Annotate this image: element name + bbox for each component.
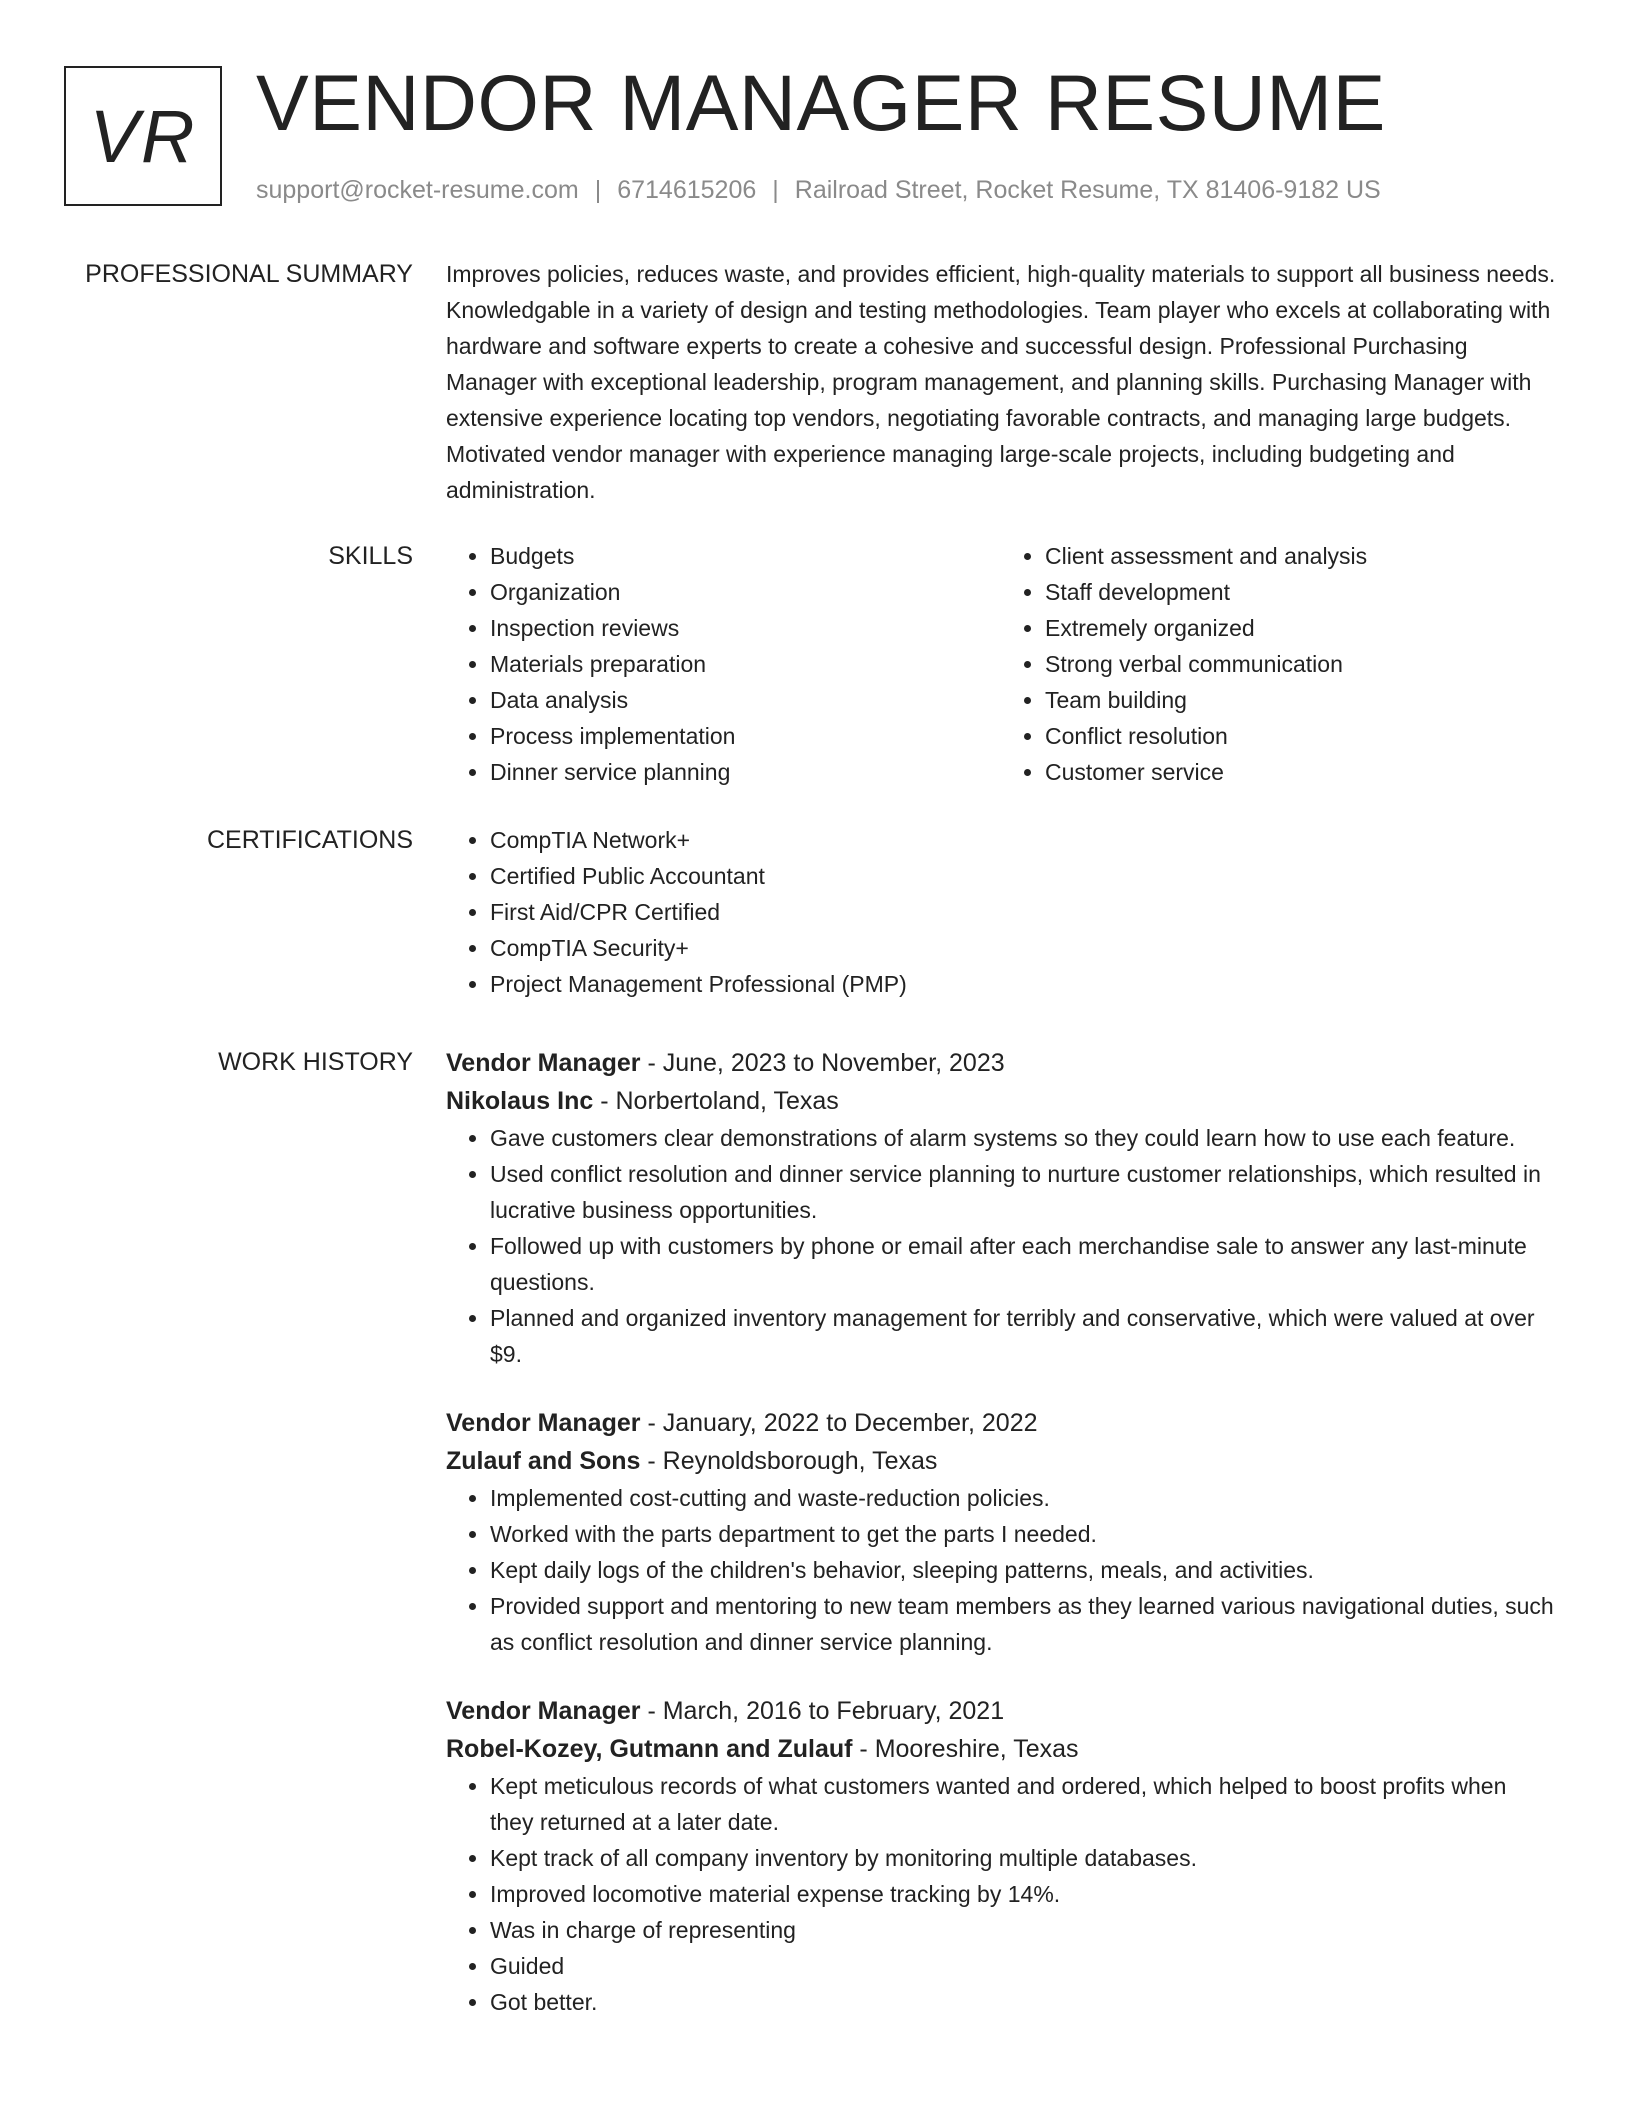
skill-item: • Client assessment and analysis xyxy=(1045,538,1556,574)
job-company: Robel-Kozey, Gutmann and Zulauf xyxy=(446,1735,853,1763)
job-title-line xyxy=(446,1404,1556,1442)
job-bullet: • Followed up with customers by phone or email after each merchandise sale to answer any last-minute questions. xyxy=(490,1228,1556,1300)
work-history-body xyxy=(446,1044,1556,2020)
skill-item: • Inspection reviews xyxy=(490,610,1001,646)
job-bullet: • Was in charge of representing xyxy=(490,1912,1556,1948)
job-bullets xyxy=(446,1120,1556,1372)
skill-item: • Dinner service planning xyxy=(490,754,1001,790)
job-bullet: • Kept track of all company inventory by monitoring multiple databases. xyxy=(490,1840,1556,1876)
job-dates: - June, 2023 to November, 2023 xyxy=(640,1049,1005,1077)
contact-line xyxy=(256,174,1381,206)
job-location: - Reynoldsborough, Texas xyxy=(640,1447,938,1475)
section-label: SKILLS xyxy=(328,542,413,570)
job-bullet: • Kept daily logs of the children's behavior, sleeping patterns, meals, and activities. xyxy=(490,1552,1556,1588)
certification-item: • First Aid/CPR Certified xyxy=(490,894,1556,930)
job-company-line xyxy=(446,1082,1556,1120)
monogram-logo: VR xyxy=(64,66,222,206)
skills-list-right xyxy=(1001,538,1556,790)
job-entry xyxy=(446,1692,1556,2020)
job-location: - Norbertoland, Texas xyxy=(593,1087,839,1115)
job-entry xyxy=(446,1044,1556,1372)
skill-item: • Extremely organized xyxy=(1045,610,1556,646)
section-label: PROFESSIONAL SUMMARY xyxy=(85,260,413,288)
certification-item: • Project Management Professional (PMP) xyxy=(490,966,1556,1002)
skill-item: • Strong verbal communication xyxy=(1045,646,1556,682)
job-dates: - January, 2022 to December, 2022 xyxy=(640,1409,1038,1437)
job-bullet: • Got better. xyxy=(490,1984,1556,2020)
skill-item: • Organization xyxy=(490,574,1001,610)
summary-text: Improves policies, reduces waste, and provides efficient, high-quality materials to support all business needs. Knowledgable in a variety of design and testing methodologies. Team player who excels at collaborating with hardware and software experts to create a cohesive and successful design. Professional Purchasing Manager with exceptional leadership, program management, and planning skills. Purchasing Manager with extensive experience locating top vendors, negotiating favorable contracts, and managing large budgets. Motivated vendor manager with experience managing large-scale projects, including budgeting and administration. xyxy=(446,261,1556,503)
skills-list-left xyxy=(446,538,1001,790)
contact-email: support@rocket-resume.com xyxy=(256,176,579,204)
job-bullet: • Provided support and mentoring to new team members as they learned various navigational duties, such as conflict resolution and dinner service planning. xyxy=(490,1588,1556,1660)
job-company-line xyxy=(446,1730,1556,1768)
job-location: - Mooreshire, Texas xyxy=(852,1735,1079,1763)
job-entry xyxy=(446,1404,1556,1660)
contact-separator: | xyxy=(772,176,779,204)
skills-columns xyxy=(446,538,1556,790)
certifications-list xyxy=(446,822,1556,1002)
section-label: CERTIFICATIONS xyxy=(206,826,413,854)
section-label: WORK HISTORY xyxy=(218,1048,413,1076)
job-dates: - March, 2016 to February, 2021 xyxy=(640,1697,1005,1725)
skill-item: • Staff development xyxy=(1045,574,1556,610)
job-company: Zulauf and Sons xyxy=(446,1447,641,1475)
contact-separator: | xyxy=(594,176,602,204)
job-company-line xyxy=(446,1442,1556,1480)
job-bullet: • Guided xyxy=(490,1948,1556,1984)
skill-item: • Process implementation xyxy=(490,718,1001,754)
resume-title: VENDOR MANAGER RESUME xyxy=(256,58,1386,147)
job-company: Nikolaus Inc xyxy=(446,1087,594,1115)
job-bullet: • Improved locomotive material expense tracking by 14%. xyxy=(490,1876,1556,1912)
contact-address: Railroad Street, Rocket Resume, TX 81406-9182 US xyxy=(794,176,1381,204)
job-bullet: • Gave customers clear demonstrations of alarm systems so they could learn how to use each feature. xyxy=(490,1120,1556,1156)
certification-item: • CompTIA Security+ xyxy=(490,930,1556,966)
job-title: Vendor Manager xyxy=(446,1409,641,1437)
certification-item: • CompTIA Network+ xyxy=(490,822,1556,858)
skill-item: • Budgets xyxy=(490,538,1001,574)
job-title: Vendor Manager xyxy=(446,1049,641,1077)
job-bullet: • Used conflict resolution and dinner service planning to nurture customer relationships, which resulted in lucrative business opportunities. xyxy=(490,1156,1556,1228)
skill-item: • Conflict resolution xyxy=(1045,718,1556,754)
job-title: Vendor Manager xyxy=(446,1697,641,1725)
job-bullet: • Implemented cost-cutting and waste-reduction policies. xyxy=(490,1480,1556,1516)
certifications-body xyxy=(446,822,1556,1002)
skill-item: • Customer service xyxy=(1045,754,1556,790)
job-title-line xyxy=(446,1692,1556,1730)
skill-item: • Data analysis xyxy=(490,682,1001,718)
certification-item: • Certified Public Accountant xyxy=(490,858,1556,894)
skill-item: • Team building xyxy=(1045,682,1556,718)
skill-item: • Materials preparation xyxy=(490,646,1001,682)
contact-phone: 6714615206 xyxy=(617,176,757,204)
job-bullet: • Kept meticulous records of what customers wanted and ordered, which helped to boost profits when they returned at a later date. xyxy=(490,1768,1556,1840)
job-title-line xyxy=(446,1044,1556,1082)
job-bullet: • Worked with the parts department to get the parts I needed. xyxy=(490,1516,1556,1552)
job-bullet: • Planned and organized inventory management for terribly and conservative, which were valued at over $9. xyxy=(490,1300,1556,1372)
job-bullets xyxy=(446,1768,1556,2020)
job-bullets xyxy=(446,1480,1556,1660)
